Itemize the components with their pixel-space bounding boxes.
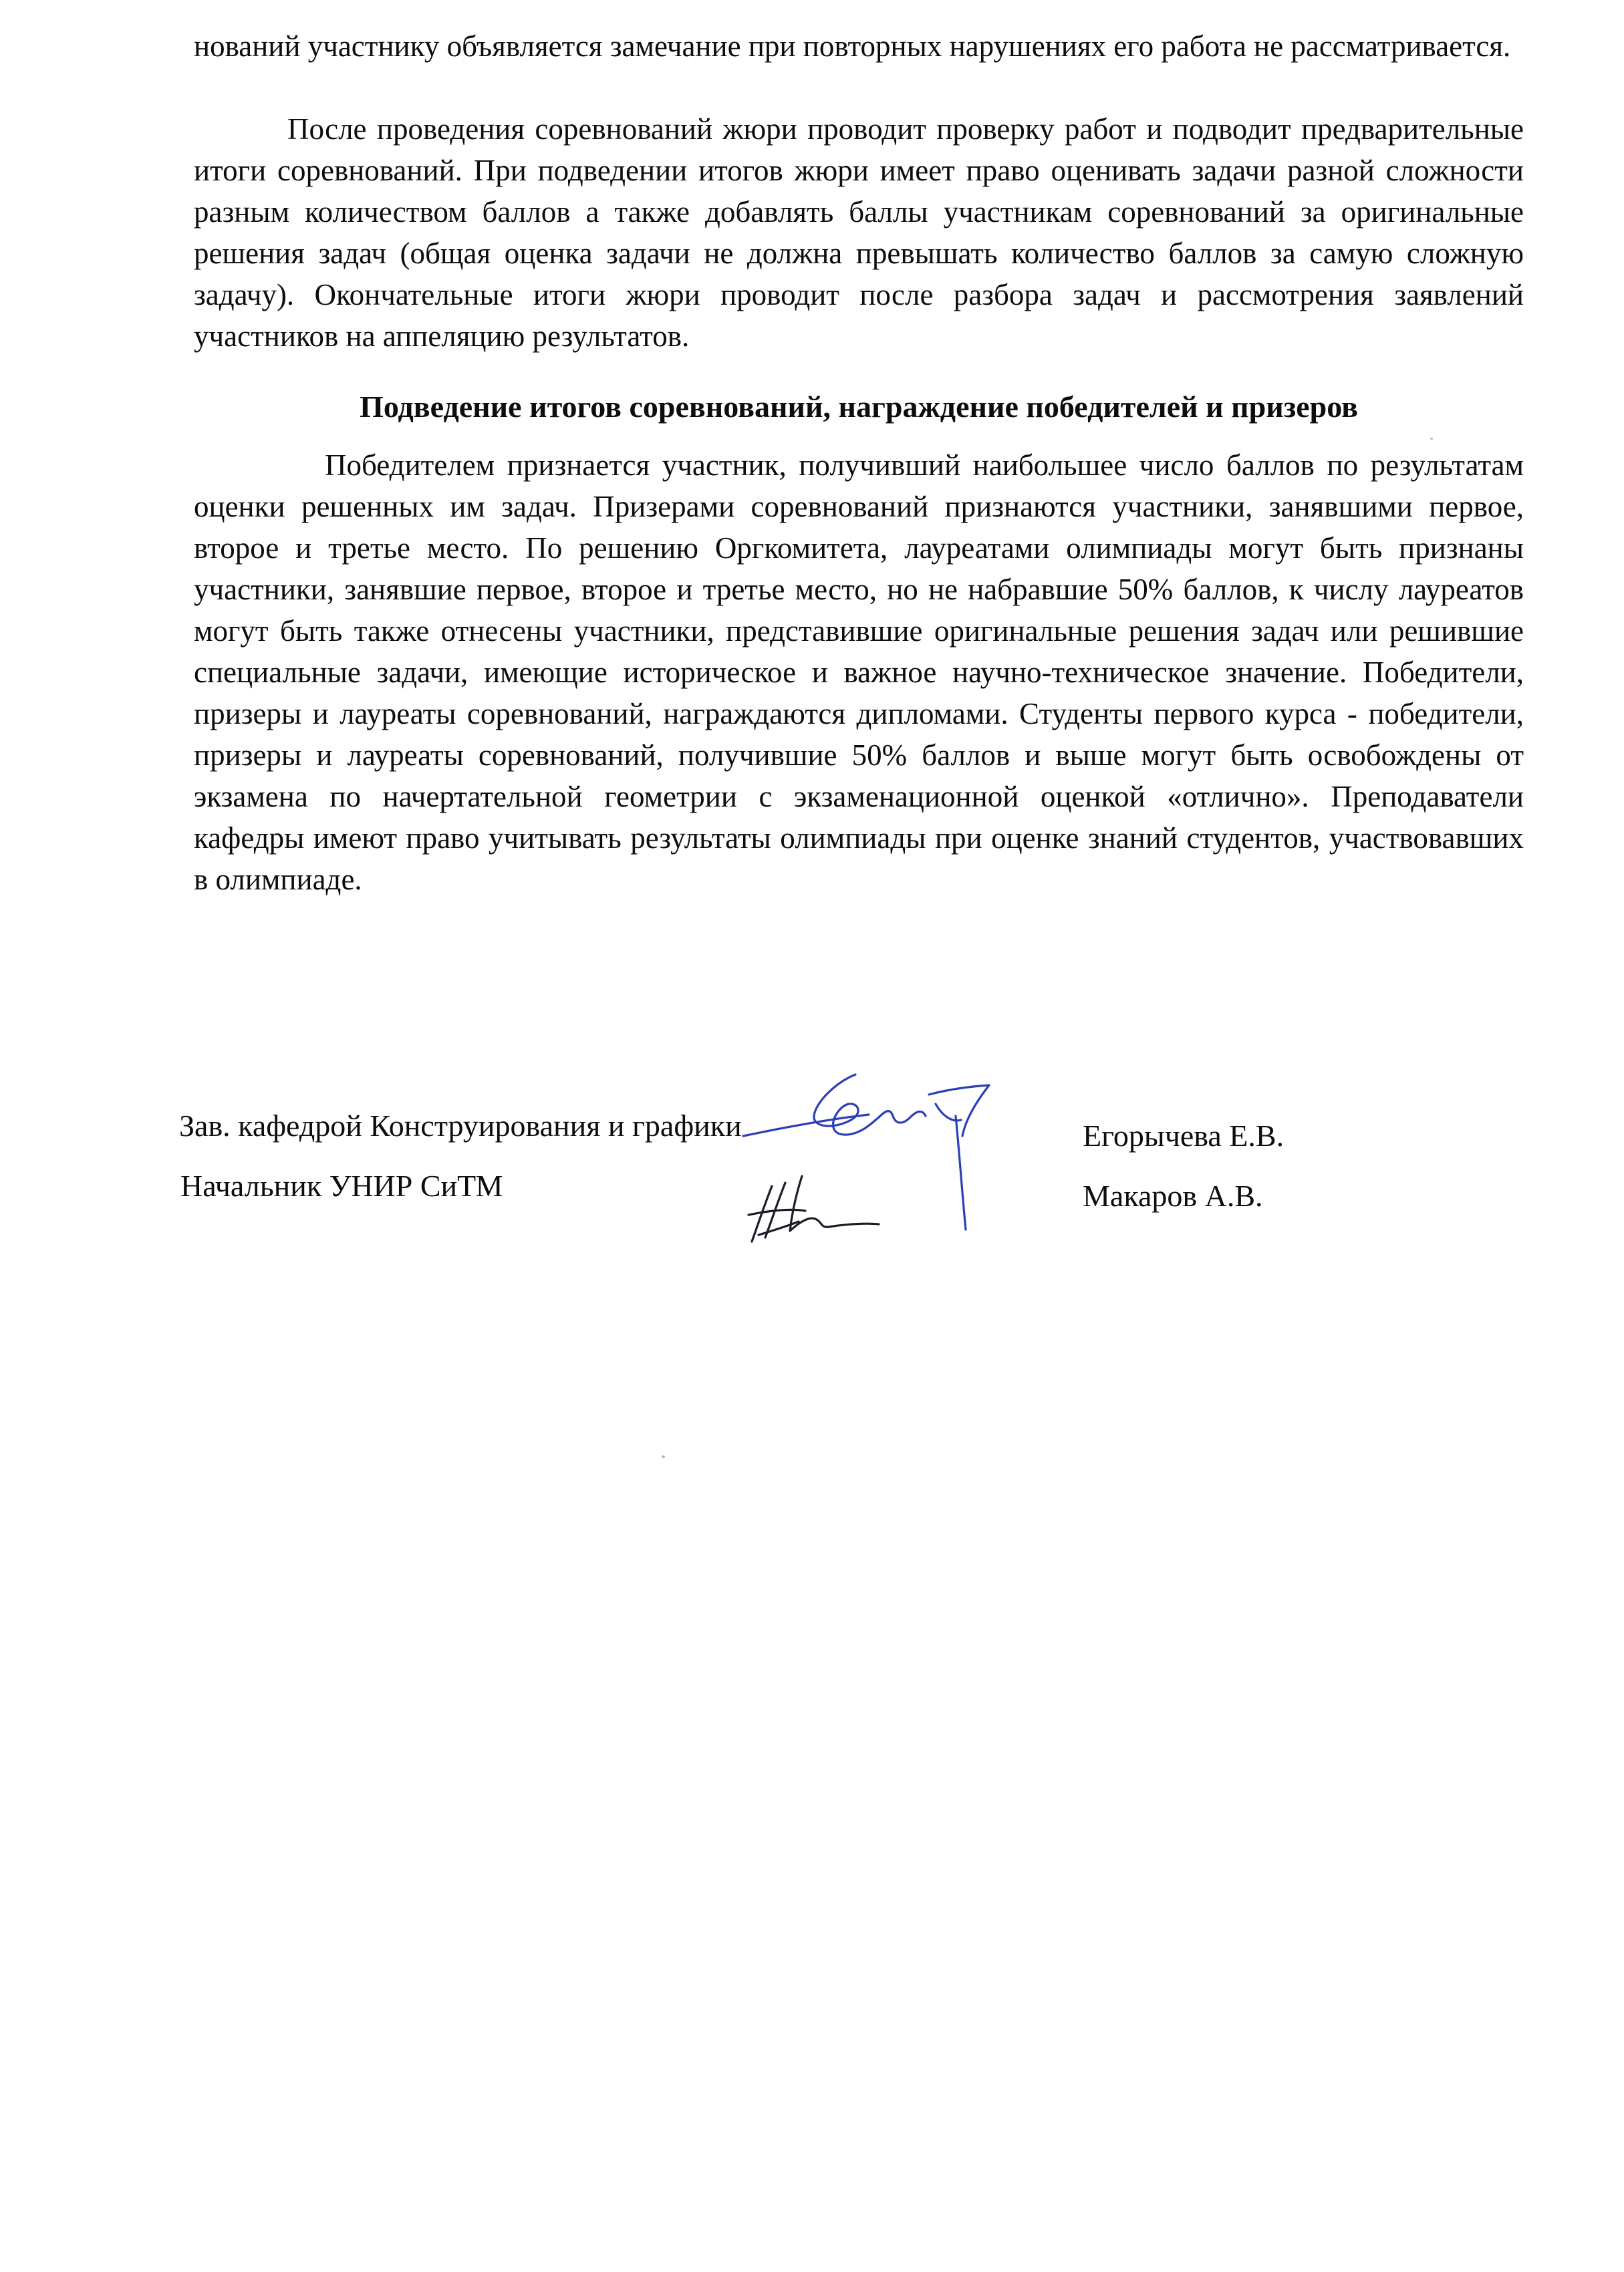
signer-title-head-of-unir: Начальник УНИР СиТМ — [180, 1169, 503, 1203]
signer-name-egorycheva: Егорычева Е.В. — [1083, 1119, 1284, 1153]
signature-blue — [743, 1075, 989, 1230]
signer-name-makarov: Макаров А.В. — [1083, 1179, 1263, 1213]
handwritten-signatures — [735, 1056, 1083, 1270]
paragraph-preliminary-results: После проведения соревнований жюри проводит проверку работ и подводит предварительные итоги соревнований. При подведении итогов жюри имеет право оценивать задачи разной сложности разным количеством баллов а также добавлять баллы участникам соревнований за оригинальные решения задач (общая оценка задачи не должна превышать количество баллов за самую сложную задачу). Окончательные итоги жюри проводит после разбора задач и рассмотрения заявлений участников на аппеляцию результатов. — [194, 112, 1524, 353]
section-heading: Подведение итогов соревнований, награждение победителей и призеров — [360, 390, 1358, 424]
paper-speck — [662, 1455, 665, 1458]
signature-dark — [749, 1176, 879, 1242]
paragraph-continuation: нований участнику объявляется замечание при повторных нарушениях его работа не рассматривается. — [194, 29, 1511, 63]
paragraph-awarding: Победителем признается участник, получивший наибольшее число баллов по результатам оценки решенных им задач. Призерами соревнований признаются участники, занявшими первое, второе и третье место. По решению Оргкомитета, лауреатами олимпиады могут быть признаны участники, занявшие первое, второе и третье место, но не набравшие 50% баллов, к числу лауреатов могут быть также отнесены участники, представившие оригинальные решения задач или решившие специальные задачи, имеющие историческое и важное научно-техническое значение. Победители, призеры и лауреаты соревнований, награждаются дипломами. Студенты первого курса - победители, призеры и лауреаты соревнований, получившие 50% баллов и выше могут быть освобождены от экзамена по начертательной геометрии с экзаменационной оценкой «отлично». Преподаватели кафедры имеют право учитывать результаты олимпиады при оценке знаний студентов, участвовавших в олимпиаде. — [194, 448, 1524, 896]
paper-speck — [1430, 438, 1433, 440]
signer-title-head-of-department: Зав. кафедрой Конструирования и графики — [179, 1109, 742, 1143]
